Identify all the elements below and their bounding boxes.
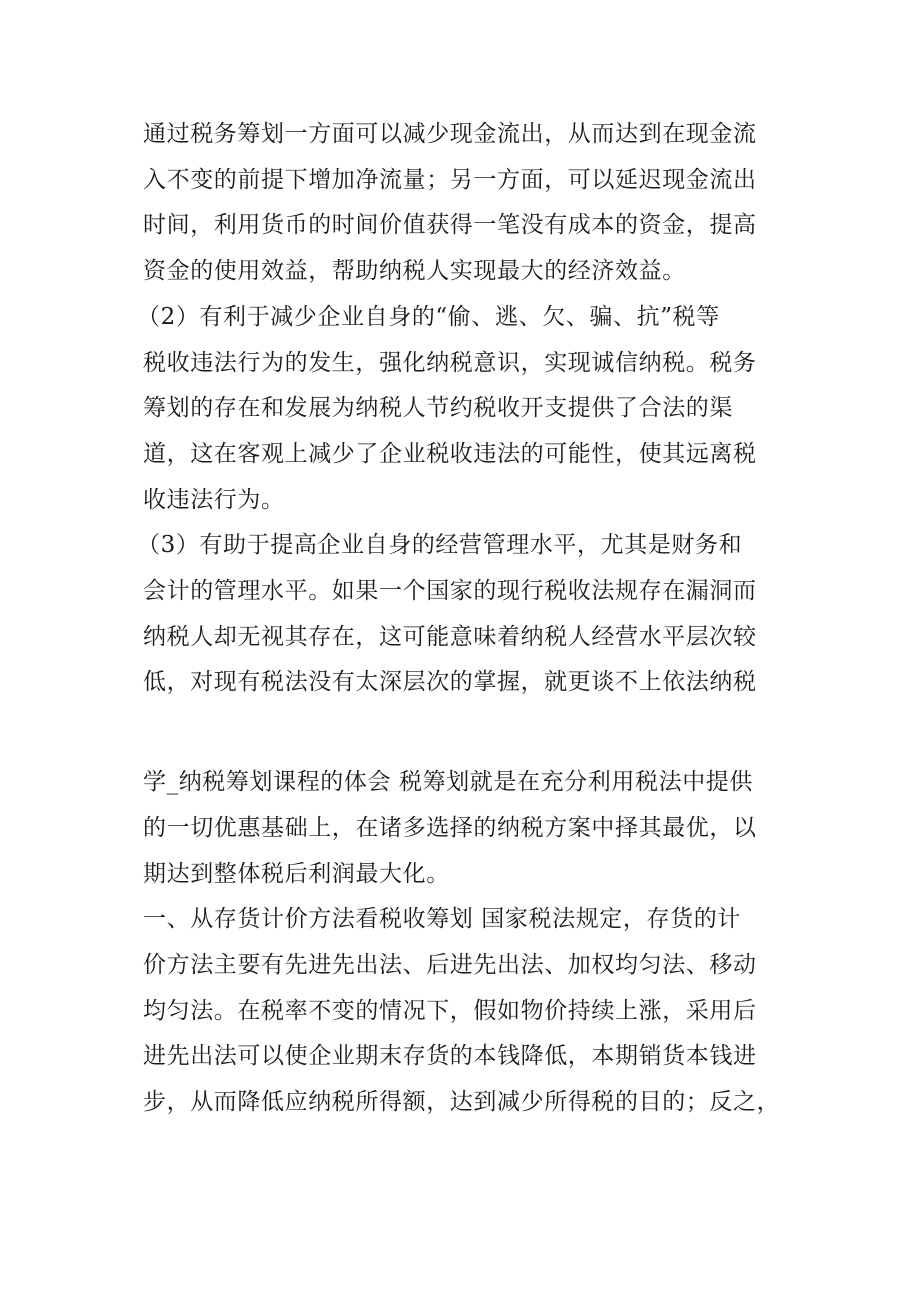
text-line: 资金的使用效益，帮助纳税人实现最大的经济效益。 [143, 258, 686, 285]
text-line: 步，从而降低应纳税所得额，达到减少所得税的目的；反之， [143, 1089, 781, 1116]
paragraph-item-3 [137, 523, 783, 706]
text-line: （2）有利于减少企业自身的“偷、逃、欠、骗、抗”税等 [137, 303, 720, 330]
text-line: 收违法行为。 [143, 486, 285, 513]
text-line: （3）有助于提高企业自身的经营管理水平，尤其是财务和 [137, 532, 743, 559]
text-line: 价方法主要有先进先出法、后进先出法、加权均匀法、移动 [143, 951, 757, 978]
text-line: 筹划的存在和发展为纳税人节约税收开支提供了合法的渠 [143, 395, 733, 422]
text-block-1 [137, 112, 783, 706]
text-line: 通过税务筹划一方面可以减少现金流出，从而达到在现金流 [143, 121, 757, 147]
text-line: 纳税人却无视其存在，这可能意味着纳税人经营水平层次较 [143, 623, 757, 650]
paragraph-inventory-valuation [143, 897, 783, 1126]
text-line: 的一切优惠基础上，在诸多选择的纳税方案中择其最优，以 [143, 814, 757, 841]
paragraph-cash-flow [143, 112, 783, 295]
text-line: 入不变的前提下增加净流量；另一方面，可以延迟现金流出 [143, 166, 757, 193]
text-line: 时间，利用货币的时间价值获得一笔没有成本的资金，提高 [143, 212, 757, 239]
section-gap [143, 706, 783, 760]
text-line: 期达到整体税后利润最大化。 [143, 860, 450, 887]
text-line: 均匀法。在税率不变的情况下，假如物价持续上涨，采用后 [143, 997, 757, 1024]
paragraph-item-2 [137, 295, 783, 524]
text-line: 会计的管理水平。如果一个国家的现行税收法规存在漏洞而 [143, 578, 757, 605]
text-block-2 [143, 760, 783, 1126]
text-line: 进先出法可以使企业期末存货的本钱降低，本期销货本钱进 [143, 1043, 757, 1070]
text-line: 道，这在客观上减少了企业税收违法的可能性，使其远离税 [143, 440, 757, 467]
text-line: 一、从存货计价方法看税收筹划 国家税法规定，存货的计 [143, 906, 741, 933]
paragraph-course-experience [143, 760, 783, 897]
document-page [137, 112, 783, 1126]
text-line: 低，对现有税法没有太深层次的掌握，就更谈不上依法纳税 [143, 669, 757, 696]
text-line: 税收违法行为的发生，强化纳税意识，实现诚信纳税。税务 [143, 349, 757, 376]
text-line: 学_纳税筹划课程的体会 税筹划就是在充分利用税法中提供 [143, 769, 754, 796]
